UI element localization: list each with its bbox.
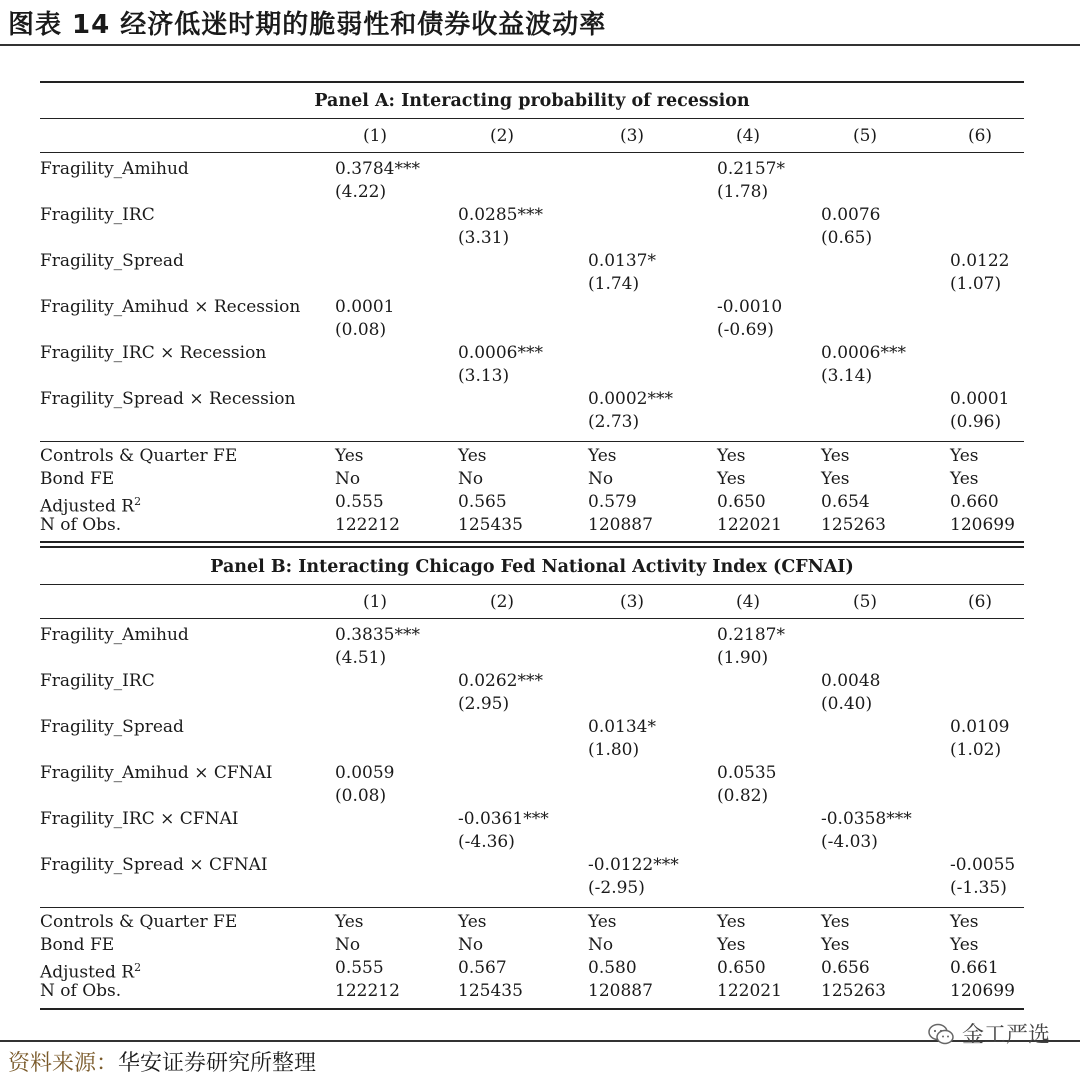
panelA-nobs-label-text: N of Obs. — [40, 515, 122, 535]
panelB-coef: 0.0262*** — [458, 671, 543, 691]
panelA-coef: 0.0076 — [821, 205, 881, 225]
panelB-tstat: (4.51) — [335, 648, 387, 668]
panelA-row-label: Fragility_Amihud — [40, 159, 189, 179]
panelA-adjr2-label-text: Adjusted R — [40, 496, 135, 517]
panelB-header-rule — [40, 618, 1024, 619]
panelA-adjr2-value: 0.650 — [717, 492, 766, 512]
panelB-bondfe-value: Yes — [717, 935, 746, 955]
panelB-nobs-value: 125435 — [458, 981, 523, 1001]
panelA-coef: 0.0137* — [588, 251, 656, 271]
panelB-coef: 0.2187* — [717, 625, 785, 645]
panelB-adjr2-value: 0.580 — [588, 958, 637, 978]
panelA-col-header: (4) — [735, 126, 761, 146]
panelB-nobs-value: 120887 — [588, 981, 653, 1001]
watermark-text: 金工严选 — [961, 1023, 1050, 1048]
panelA-tstat: (3.31) — [458, 228, 510, 248]
source-text: 华安证券研究所整理 — [118, 1051, 317, 1076]
panelA-tstat: (4.22) — [335, 182, 387, 202]
panelA-nobs-label — [40, 515, 121, 535]
panelA-r2-superscript: 2 — [134, 495, 142, 508]
panelB-coef: 0.0109 — [950, 717, 1010, 737]
panelA-top-rule — [40, 81, 1024, 83]
panelB-coef: 0.0535 — [717, 763, 777, 783]
panelA-tstat: (1.07) — [950, 274, 1002, 294]
panelB-tstat: (2.95) — [458, 694, 510, 714]
panelA-row-label: Fragility_Spread × Recession — [40, 389, 296, 409]
panelB-col-header: (1) — [362, 592, 388, 612]
panelB-coef: -0.0055 — [950, 855, 1016, 875]
panelA-adjr2-value: 0.660 — [950, 492, 999, 512]
panelB-adjr2-value: 0.567 — [458, 958, 507, 978]
source-label: 资料来源： — [8, 1051, 119, 1076]
panelA-header-rule — [40, 152, 1024, 153]
panelA-row-label: Fragility_IRC — [40, 205, 155, 225]
panelB-coef: 0.0048 — [821, 671, 881, 691]
panelA-adjr2-value: 0.654 — [821, 492, 870, 512]
panelB-tstat: (0.82) — [717, 786, 769, 806]
panelB-controls-value: Yes — [458, 912, 487, 932]
panelA-nobs-value: 120887 — [588, 515, 653, 535]
panelB-bondfe-value: No — [335, 935, 361, 955]
panelA-bondfe-value: Yes — [717, 469, 746, 489]
panelB-controls-label — [40, 912, 237, 932]
panelA-controls-value: Yes — [950, 446, 979, 466]
panelB-adjr2-value: 0.656 — [821, 958, 870, 978]
panelA-adjr2-label — [40, 492, 141, 517]
panelB-tstat: (1.90) — [717, 648, 769, 668]
panelB-tstat: (-4.03) — [821, 832, 878, 852]
panelB-controls-value: Yes — [588, 912, 617, 932]
panelA-bondfe-value: No — [588, 469, 614, 489]
panelB-row-label: Fragility_Amihud — [40, 625, 189, 645]
panelB-adjr2-value: 0.555 — [335, 958, 384, 978]
panelB-tstat: (-2.95) — [588, 878, 645, 898]
panelA-controls-value: Yes — [588, 446, 617, 466]
panelB-col-header: (4) — [735, 592, 761, 612]
panelB-coef: -0.0361*** — [458, 809, 549, 829]
panelB-controls-value: Yes — [821, 912, 850, 932]
panelA-col-header: (1) — [362, 126, 388, 146]
panelB-controls-value: Yes — [950, 912, 979, 932]
panelA-tstat: (0.65) — [821, 228, 873, 248]
panelA-col-header: (3) — [619, 126, 645, 146]
panelA-coef: 0.0001 — [950, 389, 1010, 409]
panelA-bondfe-value: No — [335, 469, 361, 489]
panelB-col-header: (6) — [967, 592, 993, 612]
panelA-tstat: (1.74) — [588, 274, 640, 294]
panelA-nobs-value: 122212 — [335, 515, 400, 535]
panelB-bottom-rule — [40, 1008, 1024, 1010]
panelB-row-label: Fragility_Spread × CFNAI — [40, 855, 268, 875]
panelB-row-label: Fragility_Amihud × CFNAI — [40, 763, 273, 783]
panelA-coef: 0.3784*** — [335, 159, 420, 179]
panelA-coef: 0.0006*** — [821, 343, 906, 363]
panelA-nobs-value: 122021 — [717, 515, 782, 535]
panelB-bondfe-value: Yes — [821, 935, 850, 955]
wechat-icon — [928, 1023, 954, 1045]
panelB-tstat: (0.08) — [335, 786, 387, 806]
panelB-row-label: Fragility_IRC × CFNAI — [40, 809, 239, 829]
panelA-row-label: Fragility_Spread — [40, 251, 184, 271]
panelB-nobs-label-text: N of Obs. — [40, 981, 122, 1001]
panelA-controls-value: Yes — [335, 446, 364, 466]
panelA-col-header: (2) — [489, 126, 515, 146]
panelB-row-label: Fragility_Spread — [40, 717, 184, 737]
panelA-coef: 0.0006*** — [458, 343, 543, 363]
panelB-col-header: (2) — [489, 592, 515, 612]
panelB-controls-value: Yes — [335, 912, 364, 932]
panelA-coef: 0.0001 — [335, 297, 395, 317]
panelB-col-header: (5) — [852, 592, 878, 612]
panelA-controls-value: Yes — [458, 446, 487, 466]
panelA-title: Panel A: Interacting probability of recession — [314, 91, 750, 111]
panelB-coef: 0.0134* — [588, 717, 656, 737]
panelB-bondfe-value: No — [588, 935, 614, 955]
panelB-nobs-value: 125263 — [821, 981, 886, 1001]
panelA-col-header: (6) — [967, 126, 993, 146]
panelA-tstat: (0.96) — [950, 412, 1002, 432]
panelB-nobs-value: 120699 — [950, 981, 1015, 1001]
panelB-bondfe-value: No — [458, 935, 484, 955]
panelB-tstat: (-1.35) — [950, 878, 1007, 898]
panelB-coef: 0.0059 — [335, 763, 395, 783]
figure-title: 图表 14 经济低迷时期的脆弱性和债券收益波动率 — [8, 10, 607, 40]
panelA-controls-value: Yes — [717, 446, 746, 466]
panelA-nobs-value: 125263 — [821, 515, 886, 535]
panelA-title-rule — [40, 118, 1024, 119]
panelA-adjr2-value: 0.579 — [588, 492, 637, 512]
panelA-bondfe-label — [40, 469, 114, 489]
panelA-tstat: (1.78) — [717, 182, 769, 202]
panelB-adjr2-value: 0.661 — [950, 958, 999, 978]
panelA-tstat: (3.14) — [821, 366, 873, 386]
panelA-tstat: (3.13) — [458, 366, 510, 386]
panelA-row-label: Fragility_Amihud × Recession — [40, 297, 301, 317]
panelA-controls-label-text: Controls & Quarter FE — [40, 446, 238, 466]
panelA-nobs-value: 120699 — [950, 515, 1015, 535]
panelB-coef: 0.3835*** — [335, 625, 420, 645]
panelA-controls-label — [40, 446, 237, 466]
panelA-adjr2-value: 0.565 — [458, 492, 507, 512]
panelB-r2-superscript: 2 — [134, 961, 142, 974]
panelB-tstat: (1.80) — [588, 740, 640, 760]
panelB-bondfe-label-text: Bond FE — [40, 935, 115, 955]
panelB-bondfe-label — [40, 935, 114, 955]
panelA-coef: 0.0285*** — [458, 205, 543, 225]
panelB-tstat: (0.40) — [821, 694, 873, 714]
panelB-adjr2-label — [40, 958, 141, 983]
panelA-coef: 0.0122 — [950, 251, 1010, 271]
panelB-coef: -0.0122*** — [588, 855, 679, 875]
panelB-tstat: (1.02) — [950, 740, 1002, 760]
panelA-coef: 0.0002*** — [588, 389, 673, 409]
panelB-stats-rule — [40, 907, 1024, 908]
panelA-bottom-rule-1 — [40, 541, 1024, 543]
panelB-nobs-value: 122212 — [335, 981, 400, 1001]
panelA-tstat: (-0.69) — [717, 320, 774, 340]
panelB-nobs-value: 122021 — [717, 981, 782, 1001]
source-note — [8, 1046, 316, 1077]
panelB-controls-label-text: Controls & Quarter FE — [40, 912, 238, 932]
panelB-row-label: Fragility_IRC — [40, 671, 155, 691]
panelA-coef: 0.2157* — [717, 159, 785, 179]
panelA-bondfe-value: Yes — [950, 469, 979, 489]
panelA-bondfe-label-text: Bond FE — [40, 469, 115, 489]
panelB-title-rule — [40, 584, 1024, 585]
panelA-stats-rule — [40, 441, 1024, 442]
panelA-adjr2-value: 0.555 — [335, 492, 384, 512]
panelA-tstat: (2.73) — [588, 412, 640, 432]
footer-rule — [0, 1040, 1080, 1042]
panelB-nobs-label — [40, 981, 121, 1001]
watermark — [928, 1018, 1050, 1049]
panelB-controls-value: Yes — [717, 912, 746, 932]
panelA-bondfe-value: Yes — [821, 469, 850, 489]
panelB-adjr2-label-text: Adjusted R — [40, 962, 135, 983]
panelA-col-header: (5) — [852, 126, 878, 146]
panelB-tstat: (-4.36) — [458, 832, 515, 852]
panelA-bottom-rule-2 — [40, 546, 1024, 548]
panelB-col-header: (3) — [619, 592, 645, 612]
panelA-bondfe-value: No — [458, 469, 484, 489]
panelA-coef: -0.0010 — [717, 297, 783, 317]
panelA-row-label: Fragility_IRC × Recession — [40, 343, 267, 363]
panelB-coef: -0.0358*** — [821, 809, 912, 829]
panelB-adjr2-value: 0.650 — [717, 958, 766, 978]
panelA-controls-value: Yes — [821, 446, 850, 466]
panelB-title: Panel B: Interacting Chicago Fed National Activity Index (CFNAI) — [210, 557, 854, 577]
title-rule — [0, 44, 1080, 46]
panelA-nobs-value: 125435 — [458, 515, 523, 535]
panelA-tstat: (0.08) — [335, 320, 387, 340]
panelB-bondfe-value: Yes — [950, 935, 979, 955]
